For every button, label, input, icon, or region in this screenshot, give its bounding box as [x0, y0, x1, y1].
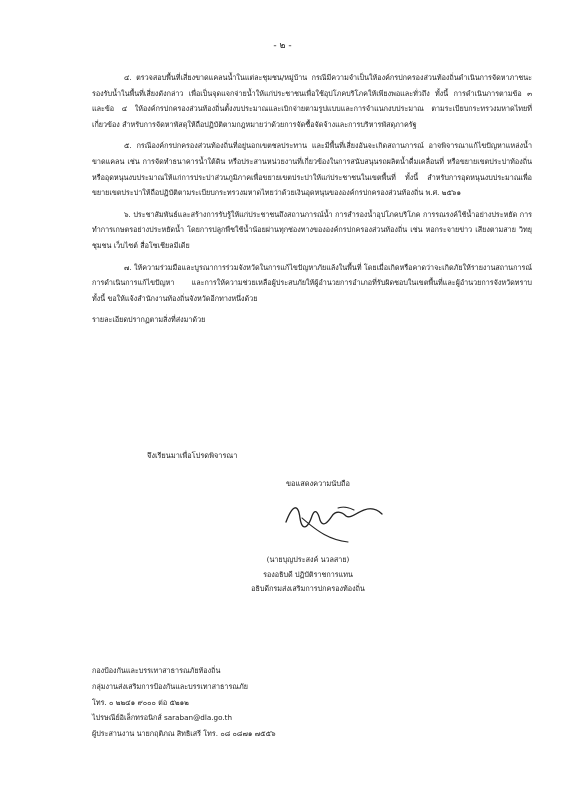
closing-line: จึงเรียนมาเพื่อโปรดพิจารณา [147, 451, 238, 460]
paragraph-item-4: ๔. ตรวจสอบพื้นที่เสี่ยงขาดแคลนน้ำในแต่ละชุมชน/หมู่บ้าน กรณีมีความจำเป็นให้องค์กรปกครองส่วนท้องถิ่นดำเนินการจัดหาภาชนะรองรับน้ำในพื้นที่เสี่ยงดังกล่าว เพื่อเป็นจุดแจกจ่ายน้ำให้แก่ประชาชนเพื่อใช้อุปโภคบริโภคให้เพียงพอและทั่วถึง ทั้งนี้ การดำเนินการตามข้อ ๓ และข้อ ๔ ให้องค์กรปกครองส่วนท้องถิ่นตั้งงบประมาณและเบิกจ่ายตามรูปแบบและการจำแนกงบประมาณ ตามระเบียบกระทรวงมหาดไทยที่เกี่ยวข้อง สำหรับการจัดหาพัสดุให้ถือปฏิบัติตามกฎหมายว่าด้วยการจัดซื้อจัดจ้างและการบริหารพัสดุภาครัฐ [92, 73, 532, 129]
signer-position: รองอธิบดี ปฏิบัติราชการแทน [263, 569, 353, 579]
paragraph-item-7: ๗. ให้ความร่วมมือและบูรณาการร่วมจังหวัดในการแก้ไขปัญหาภัยแล้งในพื้นที่ โดยเมื่อเกิดหรือคาดว่าจะเกิดภัยให้รายงานสถานการณ์ การดำเนินการแก้ไขปัญหา และการให้ความช่วยเหลือผู้ประสบภัยให้ผู้อำนวยการอำเภอที่รับผิดชอบในเขตพื้นที่และผู้อำนวยการจังหวัดทราบ ทั้งนี้ ขอให้แจ้งสำนักงานท้องถิ่นจังหวัดอีกทางหนึ่งด้วย [92, 262, 532, 303]
contact-footer [92, 663, 276, 742]
signer-organization: อธิบดีกรมส่งเสริมการปกครองท้องถิ่น [251, 584, 365, 593]
paragraph-item-5: ๕. กรณีองค์กรปกครองส่วนท้องถิ่นที่อยู่นอกเขตชลประทาน และมีพื้นที่เสี่ยงอันจะเกิดสถานการณ์ อาจพิจารณาแก้ไขปัญหาแหล่งน้ำขาดแคลน เช่น การจัดทำธนาคารน้ำใต้ดิน หรือประสานหน่วยงานที่เกี่ยวข้องในการสนับสนุนรถผลิตน้ำดื่มเคลื่อนที่ หรือขยายเขตประปาท้องถิ่น หรืออุดหนุนงบประมาณให้แก่การประปาส่วนภูมิภาคเพื่อขยายเขตประปาให้แก่ประชาชนในเขตพื้นที่ ทั้งนี้ สำหรับการอุดหนุนงบประมาณเพื่อขยายเขตประปาให้ถือปฏิบัติตามระเบียบกระทรวงมหาดไทยว่าด้วยเงินอุดหนุนขององค์กรปกครองส่วนท้องถิ่น พ.ศ. ๒๕๖๑ [92, 141, 532, 198]
footer-group: กลุ่มงานส่งเสริมการป้องกันและบรรเทาสาธารณภัย [92, 681, 248, 691]
footer-phone: โทร. ๐ ๒๒๔๑ ๙๐๐๐ ต่อ ๕๒๑๒ [92, 697, 189, 707]
handwritten-signature [278, 488, 388, 546]
footer-email: ไปรษณีย์อิเล็กทรอนิกส์ saraban@dla.go.th [92, 713, 232, 723]
page-number: - ๒ - [273, 41, 292, 51]
paragraph-item-6: ๖. ประชาสัมพันธ์และสร้างการรับรู้ให้แก่ประชาชนถึงสถานการณ์น้ำ การสำรองน้ำอุปโภคบริโภค การรณรงค์ใช้น้ำอย่างประหยัด การทำการเกษตรอย่างประหยัดน้ำ โดยการปลูกพืชใช้น้ำน้อยผ่านทุกช่องทางขององค์กรปกครองส่วนท้องถิ่น เช่น หอกระจายข่าว เสียงตามสาย วิทยุชุมชน เว็บไซต์ สื่อโซเชียลมีเดีย [92, 209, 532, 250]
footer-coordinator: ผู้ประสานงาน นายกฤติภณ สิทธิเสรี โทร. ๐๘ ๐๘๗๑ ๗๕๕๖ [92, 729, 276, 739]
footer-division: กองป้องกันและบรรเทาสาธารณภัยท้องถิ่น [92, 666, 221, 675]
attachment-note: รายละเอียดปรากฏตามสิ่งที่ส่งมาด้วย [92, 315, 206, 325]
signature-block [233, 553, 383, 597]
signer-name: (นายบุญประสงค์ นวลสาย) [266, 555, 350, 564]
respect-line: ขอแสดงความนับถือ [286, 479, 350, 488]
letter-body [92, 70, 532, 328]
